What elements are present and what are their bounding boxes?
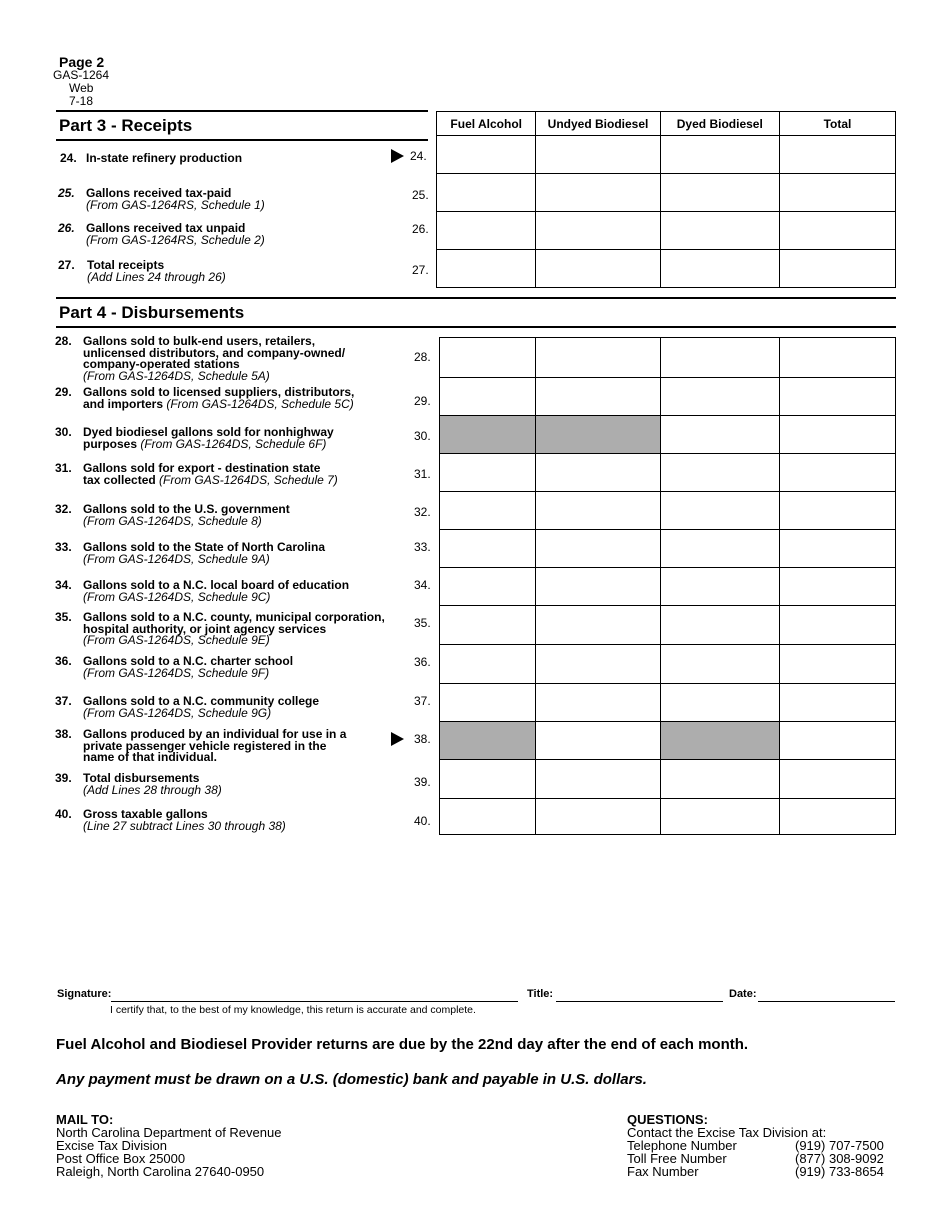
line-number: 24. (60, 151, 77, 165)
input-cell[interactable] (660, 338, 779, 378)
contact-value: (919) 733-8654 (795, 1164, 884, 1179)
part3-bottom-rule (56, 139, 428, 141)
questions-heading: QUESTIONS: (627, 1112, 708, 1127)
input-cell[interactable] (437, 250, 536, 288)
part4-grid (439, 337, 896, 835)
input-cell[interactable] (660, 530, 779, 568)
questions-block (627, 1113, 884, 1178)
line-25 (58, 187, 408, 213)
line-label: Gallons produced by an individual for use in a (83, 727, 347, 741)
table-row (437, 174, 896, 212)
shaded-cell (660, 722, 779, 760)
input-cell[interactable] (536, 606, 660, 645)
table-row (440, 338, 896, 378)
line-label: Gallons sold to the State of North Carolina (83, 540, 326, 554)
input-cell[interactable] (779, 174, 895, 212)
input-cell[interactable] (536, 722, 660, 760)
due-date-notice: Fuel Alcohol and Biodiesel Provider returns are due by the 22nd day after the end of each month. (56, 1036, 749, 1053)
line-24 (60, 152, 410, 166)
input-cell[interactable] (536, 454, 660, 492)
input-cell[interactable] (660, 416, 779, 454)
line-28 (55, 335, 410, 383)
line-number: 33. (55, 540, 72, 554)
line-33 (55, 541, 410, 567)
box-number: 28. (414, 350, 431, 364)
line-number: 38. (55, 727, 72, 741)
line-39 (55, 772, 410, 798)
line-number: 32. (55, 502, 72, 516)
line-label: name of that individual. (83, 750, 218, 764)
box-number: 26. (412, 222, 429, 236)
input-cell[interactable] (779, 760, 895, 799)
line-number: 29. (55, 385, 72, 399)
line-31 (55, 462, 410, 488)
shaded-cell (440, 722, 536, 760)
box-number: 35. (414, 616, 431, 630)
box-number: 30. (414, 429, 431, 443)
input-cell[interactable] (437, 136, 536, 174)
input-cell[interactable] (779, 684, 895, 722)
box-number: 39. (414, 775, 431, 789)
input-cell[interactable] (779, 645, 895, 684)
line-source: (From GAS-1264DS, Schedule 5C) (166, 396, 354, 411)
line-number: 27. (58, 258, 75, 272)
questions-intro: Contact the Excise Tax Division at: (627, 1125, 827, 1140)
signature-field[interactable] (111, 1001, 518, 1002)
table-row (437, 212, 896, 250)
date-field[interactable] (758, 1001, 895, 1002)
line-label: Total receipts (87, 258, 165, 272)
input-cell[interactable] (536, 338, 660, 378)
input-cell[interactable] (440, 492, 536, 530)
input-cell[interactable] (536, 212, 660, 250)
input-cell[interactable] (779, 454, 895, 492)
input-cell[interactable] (440, 645, 536, 684)
line-source: (From GAS-1264RS, Schedule 1) (86, 198, 265, 212)
line-source: (From GAS-1264DS, Schedule 6F) (140, 436, 327, 451)
column-header-row (436, 111, 896, 136)
input-cell[interactable] (779, 722, 895, 760)
input-cell[interactable] (779, 530, 895, 568)
table-row (440, 568, 896, 606)
part4-title: Part 4 - Disbursements (59, 303, 245, 322)
shaded-cell (536, 416, 660, 454)
input-cell[interactable] (660, 136, 779, 174)
line-30 (55, 426, 410, 452)
input-cell[interactable] (660, 568, 779, 606)
input-cell[interactable] (660, 606, 779, 645)
col-fuel-alcohol: Fuel Alcohol (437, 112, 536, 136)
input-cell[interactable] (536, 174, 660, 212)
part3-top-rule (56, 110, 428, 112)
line-number: 36. (55, 654, 72, 668)
input-cell[interactable] (779, 416, 895, 454)
line-label: tax collected (83, 472, 156, 487)
line-source: (From GAS-1264DS, Schedule 9A) (83, 551, 270, 566)
input-cell[interactable] (779, 212, 895, 250)
line-label: Gross taxable gallons (83, 807, 208, 821)
input-cell[interactable] (440, 530, 536, 568)
shaded-cell (440, 416, 536, 454)
table-row (440, 645, 896, 684)
contact-value: (877) 308-9092 (795, 1151, 884, 1166)
line-label: private passenger vehicle registered in the (83, 738, 327, 753)
input-cell[interactable] (536, 136, 660, 174)
line-32 (55, 503, 410, 529)
signature-label: Signature: (57, 988, 112, 1000)
box-number: 31. (414, 467, 431, 481)
line-label: Gallons sold to a N.C. charter school (83, 654, 294, 668)
input-cell[interactable] (660, 492, 779, 530)
line-number: 40. (55, 807, 72, 821)
input-cell[interactable] (660, 760, 779, 799)
input-cell[interactable] (660, 378, 779, 416)
box-number: 38. (414, 732, 431, 746)
line-37 (55, 695, 410, 721)
line-label: Dyed biodiesel gallons sold for nonhighway (83, 425, 334, 439)
input-cell[interactable] (536, 760, 660, 799)
contact-label: Telephone Number (627, 1138, 737, 1153)
line-34 (55, 579, 410, 605)
table-row (440, 760, 896, 799)
input-cell[interactable] (536, 250, 660, 288)
line-label: Gallons sold for export - destination state (83, 461, 321, 475)
table-row (437, 250, 896, 288)
input-cell[interactable] (779, 799, 895, 835)
page-number: Page 2 (59, 54, 105, 70)
table-row (440, 454, 896, 492)
input-cell[interactable] (440, 338, 536, 378)
line-source: (From GAS-1264DS, Schedule 9C) (83, 589, 271, 604)
line-number: 25. (58, 186, 75, 200)
line-source: (From GAS-1264DS, Schedule 8) (83, 513, 262, 528)
line-label: Gallons sold to a N.C. local board of education (83, 578, 350, 592)
line-number: 30. (55, 425, 72, 439)
mail-line: Excise Tax Division (56, 1138, 168, 1153)
line-number: 37. (55, 694, 72, 708)
input-cell[interactable] (660, 645, 779, 684)
line-number: 26. (58, 221, 75, 235)
date-label: Date: (729, 988, 757, 1000)
line-label: Gallons sold to a N.C. county, municipal corporation, (83, 610, 385, 624)
contact-row (627, 1165, 884, 1178)
box-number: 36. (414, 655, 431, 669)
table-row (440, 378, 896, 416)
part4-bottom-rule (56, 326, 896, 328)
line-number: 31. (55, 461, 72, 475)
arrow-icon (391, 149, 404, 163)
arrow-icon (391, 732, 404, 746)
line-source: (From GAS-1264DS, Schedule 9G) (83, 705, 272, 720)
part3-title: Part 3 - Receipts (59, 116, 193, 135)
input-cell[interactable] (779, 378, 895, 416)
input-cell[interactable] (660, 212, 779, 250)
line-35 (55, 611, 410, 647)
line-label: unlicensed distributors, and company-owned/ (83, 345, 346, 360)
table-row (437, 136, 896, 174)
form-number: GAS-1264 (53, 68, 110, 82)
input-cell[interactable] (660, 174, 779, 212)
mail-heading: MAIL TO: (56, 1112, 114, 1127)
contact-label: Fax Number (627, 1164, 699, 1179)
line-label: Gallons received tax-paid (86, 186, 232, 200)
box-number: 33. (414, 540, 431, 554)
table-row (440, 799, 896, 835)
input-cell[interactable] (660, 684, 779, 722)
input-cell[interactable] (440, 799, 536, 835)
box-number: 25. (412, 188, 429, 202)
line-label: Gallons sold to the U.S. government (83, 502, 290, 516)
input-cell[interactable] (536, 645, 660, 684)
input-cell[interactable] (779, 250, 895, 288)
box-number: 27. (412, 263, 429, 277)
input-cell[interactable] (536, 530, 660, 568)
line-label: Gallons sold to licensed suppliers, distributors, (83, 385, 355, 399)
title-label: Title: (527, 988, 554, 1000)
table-row (440, 492, 896, 530)
line-29 (55, 386, 410, 412)
line-number: 34. (55, 578, 72, 592)
box-number: 29. (414, 394, 431, 408)
line-source: (From GAS-1264DS, Schedule 5A) (83, 368, 270, 383)
line-number: 35. (55, 610, 72, 624)
input-cell[interactable] (536, 684, 660, 722)
input-cell[interactable] (437, 212, 536, 250)
table-row (440, 722, 896, 760)
line-label: Gallons sold to a N.C. community college (83, 694, 320, 708)
line-40 (55, 808, 410, 834)
line-source: (Line 27 subtract Lines 30 through 38) (83, 818, 286, 833)
col-undyed-biodiesel: Undyed Biodiesel (536, 112, 660, 136)
table-row (440, 684, 896, 722)
mail-line: Post Office Box 25000 (56, 1151, 186, 1166)
input-cell[interactable] (779, 568, 895, 606)
input-cell[interactable] (536, 568, 660, 606)
input-cell[interactable] (536, 378, 660, 416)
part3-grid (436, 135, 896, 288)
line-27 (58, 259, 408, 285)
mail-line: Raleigh, North Carolina 27640-0950 (56, 1164, 265, 1179)
table-row (440, 416, 896, 454)
line-label: hospital authority, or joint agency services (83, 621, 327, 636)
line-source: (Add Lines 28 through 38) (83, 782, 222, 797)
box-number: 37. (414, 694, 431, 708)
input-cell[interactable] (660, 799, 779, 835)
input-cell[interactable] (779, 606, 895, 645)
input-cell[interactable] (440, 454, 536, 492)
line-26 (58, 222, 408, 248)
line-source: (Add Lines 24 through 26) (87, 270, 226, 284)
certification-text: I certify that, to the best of my knowledge, this return is accurate and complete. (110, 1004, 476, 1016)
mail-line: North Carolina Department of Revenue (56, 1125, 282, 1140)
line-label: and importers (83, 396, 164, 411)
col-dyed-biodiesel: Dyed Biodiesel (660, 112, 779, 136)
payment-notice: Any payment must be drawn on a U.S. (domestic) bank and payable in U.S. dollars. (56, 1071, 647, 1088)
input-cell[interactable] (440, 684, 536, 722)
col-total: Total (779, 112, 895, 136)
table-row (440, 530, 896, 568)
input-cell[interactable] (440, 568, 536, 606)
box-number: 32. (414, 505, 431, 519)
input-cell[interactable] (779, 338, 895, 378)
title-field[interactable] (556, 1001, 723, 1002)
box-number: 40. (414, 814, 431, 828)
line-label: company-operated stations (83, 357, 240, 371)
contact-value: (919) 707-7500 (795, 1138, 884, 1153)
line-source: (From GAS-1264DS, Schedule 9E) (83, 633, 270, 647)
box-number: 24. (410, 149, 427, 163)
line-38 (55, 728, 410, 764)
input-cell[interactable] (440, 378, 536, 416)
input-cell[interactable] (437, 174, 536, 212)
line-36 (55, 655, 410, 681)
line-label: In-state refinery production (86, 151, 243, 165)
line-source: (From GAS-1264RS, Schedule 2) (86, 233, 265, 247)
contact-label: Toll Free Number (627, 1151, 727, 1166)
line-source: (From GAS-1264DS, Schedule 7) (159, 472, 338, 487)
input-cell[interactable] (660, 250, 779, 288)
box-number: 34. (414, 578, 431, 592)
input-cell[interactable] (536, 492, 660, 530)
part4-top-rule (56, 297, 896, 299)
line-label: purposes (83, 436, 138, 451)
line-source: (From GAS-1264DS, Schedule 9F) (83, 665, 270, 680)
table-row (440, 606, 896, 645)
input-cell[interactable] (779, 136, 895, 174)
line-label: Gallons received tax unpaid (86, 221, 246, 235)
input-cell[interactable] (779, 492, 895, 530)
form-web: Web (69, 81, 94, 95)
input-cell[interactable] (440, 606, 536, 645)
input-cell[interactable] (536, 799, 660, 835)
input-cell[interactable] (660, 454, 779, 492)
mail-to-block (56, 1113, 281, 1178)
form-id (53, 69, 109, 108)
line-label: Total disbursements (83, 771, 200, 785)
line-number: 28. (55, 334, 72, 348)
line-number: 39. (55, 771, 72, 785)
form-revision: 7-18 (69, 94, 94, 108)
line-label: Gallons sold to bulk-end users, retailers, (83, 334, 316, 348)
input-cell[interactable] (440, 760, 536, 799)
